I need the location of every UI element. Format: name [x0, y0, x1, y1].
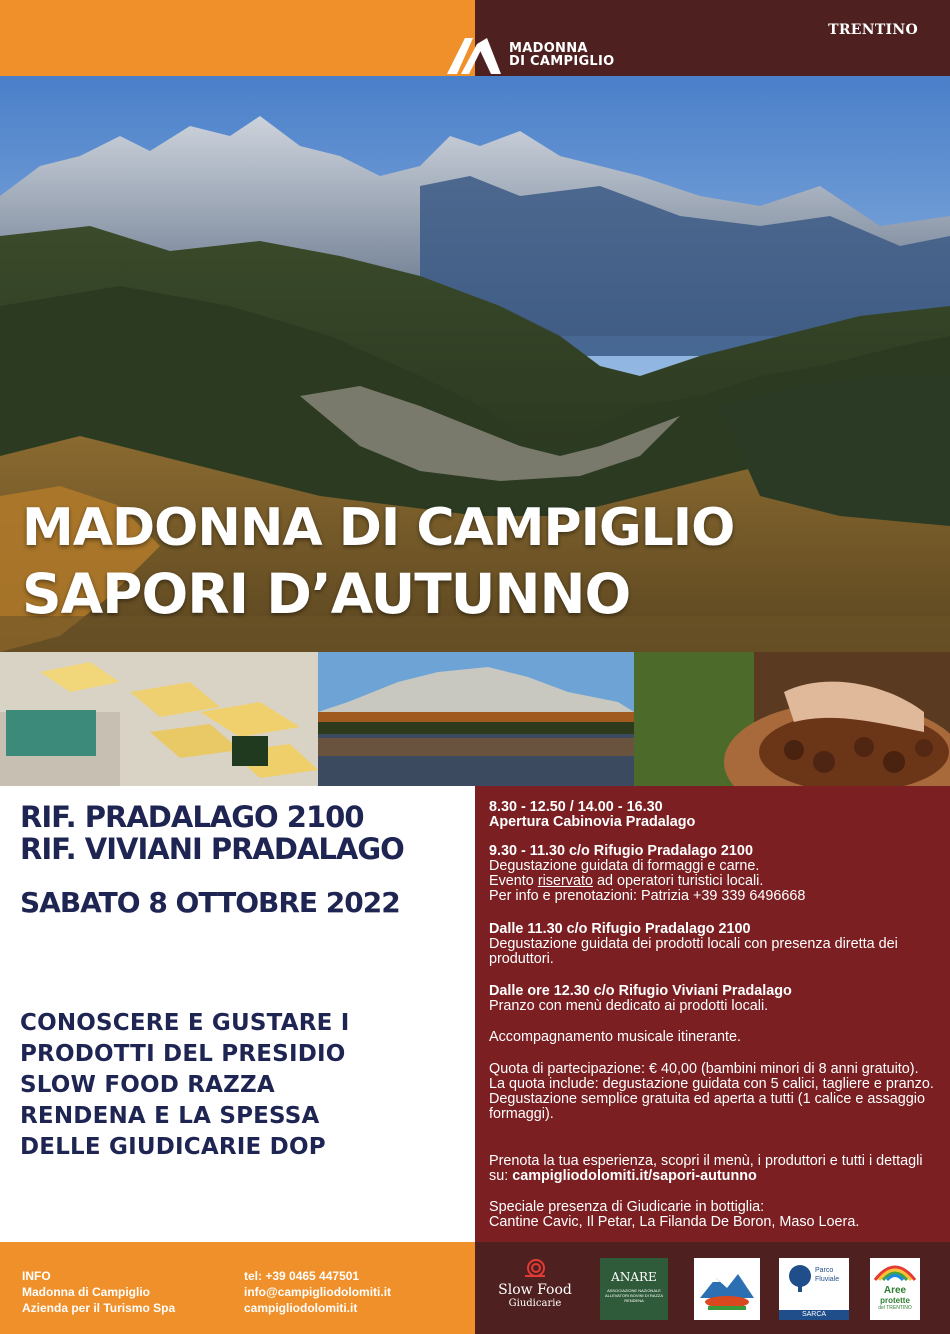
- mountain-lake-photo: [318, 652, 634, 786]
- aree-protette-logo: Aree protette del TRENTINO: [870, 1258, 920, 1320]
- cheese-tasting-photo: [0, 652, 318, 786]
- photo-strip: [0, 652, 950, 786]
- tagline-line: SLOW FOOD RAZZA: [20, 1072, 275, 1098]
- email-link[interactable]: info@campigliodolomiti.it: [244, 1285, 392, 1299]
- program-text: Evento riservato ad operatori turistici locali.: [489, 873, 764, 889]
- anare-logo: ANARE ASSOCIAZIONE NAZIONALE ALLEVATORI BOVINI DI RAZZA RENDENA: [600, 1258, 668, 1320]
- program-text: Pranzo con menù dedicato ai prodotti locali.: [489, 998, 769, 1014]
- phone-number[interactable]: tel: +39 0465 447501: [244, 1269, 360, 1283]
- footer-organization: [22, 1268, 175, 1316]
- tagline: [20, 1008, 460, 1163]
- hero-title-line-1: MADONNA DI CAMPIGLIO: [22, 498, 735, 558]
- program-time: 8.30 - 12.50 / 14.00 - 16.30: [489, 799, 663, 815]
- program-price-include: La quota include: degustazione guidata con 5 calici, tagliere e pranzo. Degustazione semplice gratuita ed aperta a tutti (1 calice e assaggio formaggi).: [489, 1076, 934, 1122]
- chestnuts-photo: [634, 652, 950, 786]
- mountain-logo-icon: [447, 36, 501, 74]
- brand-text: [509, 42, 615, 68]
- program-special: Speciale presenza di Giudicarie in bottiglia: Cantine Cavic, Il Petar, La Filanda De Boron, Maso Loera.: [489, 1199, 860, 1230]
- program-panel: [475, 786, 950, 1242]
- tagline-line: CONOSCERE E GUSTARE I: [20, 1010, 350, 1036]
- website-link[interactable]: campigliodolomiti.it: [244, 1301, 358, 1315]
- program-block-cable-car: [489, 800, 939, 830]
- program-title: 9.30 - 11.30 c/o Rifugio Pradalago 2100: [489, 843, 753, 859]
- program-title: Apertura Cabinovia Pradalago: [489, 814, 696, 830]
- tagline-line: PRODOTTI DEL PRESIDIO: [20, 1041, 346, 1067]
- program-text: Degustazione guidata di formaggi e carne.: [489, 858, 760, 874]
- booking-link[interactable]: campigliodolomiti.it/sapori-autunno: [512, 1168, 757, 1184]
- venue-2: RIF. VIVIANI PRADALAGO: [20, 832, 404, 866]
- program-music: Accompagnamento musicale itinerante.: [489, 1029, 741, 1045]
- parco-fluviale-sarca-logo: Parco Fluviale SARCA: [779, 1258, 849, 1320]
- program-text: Degustazione guidata dei prodotti locali con presenza diretta dei produttori.: [489, 936, 898, 967]
- program-block-lunch: [489, 984, 939, 1014]
- trentino-logo: TRENTINO: [828, 22, 918, 38]
- slow-food-logo: Slow Food Giudicarie: [490, 1258, 580, 1320]
- tagline-line: DELLE GIUDICARIE DOP: [20, 1134, 326, 1160]
- program-price: Quota di partecipazione: € 40,00 (bambini minori di 8 anni gratuito).: [489, 1061, 919, 1077]
- event-date: SABATO 8 OTTOBRE 2022: [20, 886, 400, 919]
- rainbow-icon: [870, 1258, 920, 1282]
- org-type: Azienda per il Turismo Spa: [22, 1301, 176, 1315]
- program-block-tasting-operators: [489, 844, 939, 904]
- program-title: Dalle 11.30 c/o Rifugio Pradalago 2100: [489, 921, 751, 937]
- program-contact: Per info e prenotazioni: Patrizia +39 339 6496668: [489, 888, 806, 904]
- brand-line-1: MADONNA: [509, 41, 588, 56]
- venue-1: RIF. PRADALAGO 2100: [20, 800, 364, 834]
- program-block-tasting-public: [489, 922, 939, 967]
- snail-icon: [523, 1258, 547, 1278]
- program-pricing: [489, 1062, 939, 1122]
- program-booking: Prenota la tua esperienza, scopri il menù, i produttori e tutti i dettagli su: campigliodolomiti.it/sapori-autunno: [489, 1153, 923, 1184]
- reserved-emphasis: riservato: [537, 873, 593, 889]
- footer-contacts: [0, 1242, 475, 1334]
- header-left-panel: [0, 0, 475, 76]
- footer-contact-details: [244, 1268, 391, 1316]
- madonna-di-campiglio-logo: [447, 36, 615, 74]
- hero-title-line-2: SAPORI D’AUTUNNO: [22, 562, 631, 626]
- program-title: Dalle ore 12.30 c/o Rifugio Viviani Pradalago: [489, 983, 792, 999]
- tagline-line: RENDENA E LA SPESSA: [20, 1103, 320, 1129]
- sarca-mountain-icon: [694, 1258, 760, 1320]
- tree-icon: [785, 1264, 815, 1292]
- event-info-panel: [0, 786, 475, 1242]
- sarca-festival-logo: [694, 1258, 760, 1320]
- org-name: Madonna di Campiglio: [22, 1285, 150, 1299]
- brand-line-2: DI CAMPIGLIO: [509, 54, 615, 69]
- info-label: INFO: [22, 1269, 51, 1283]
